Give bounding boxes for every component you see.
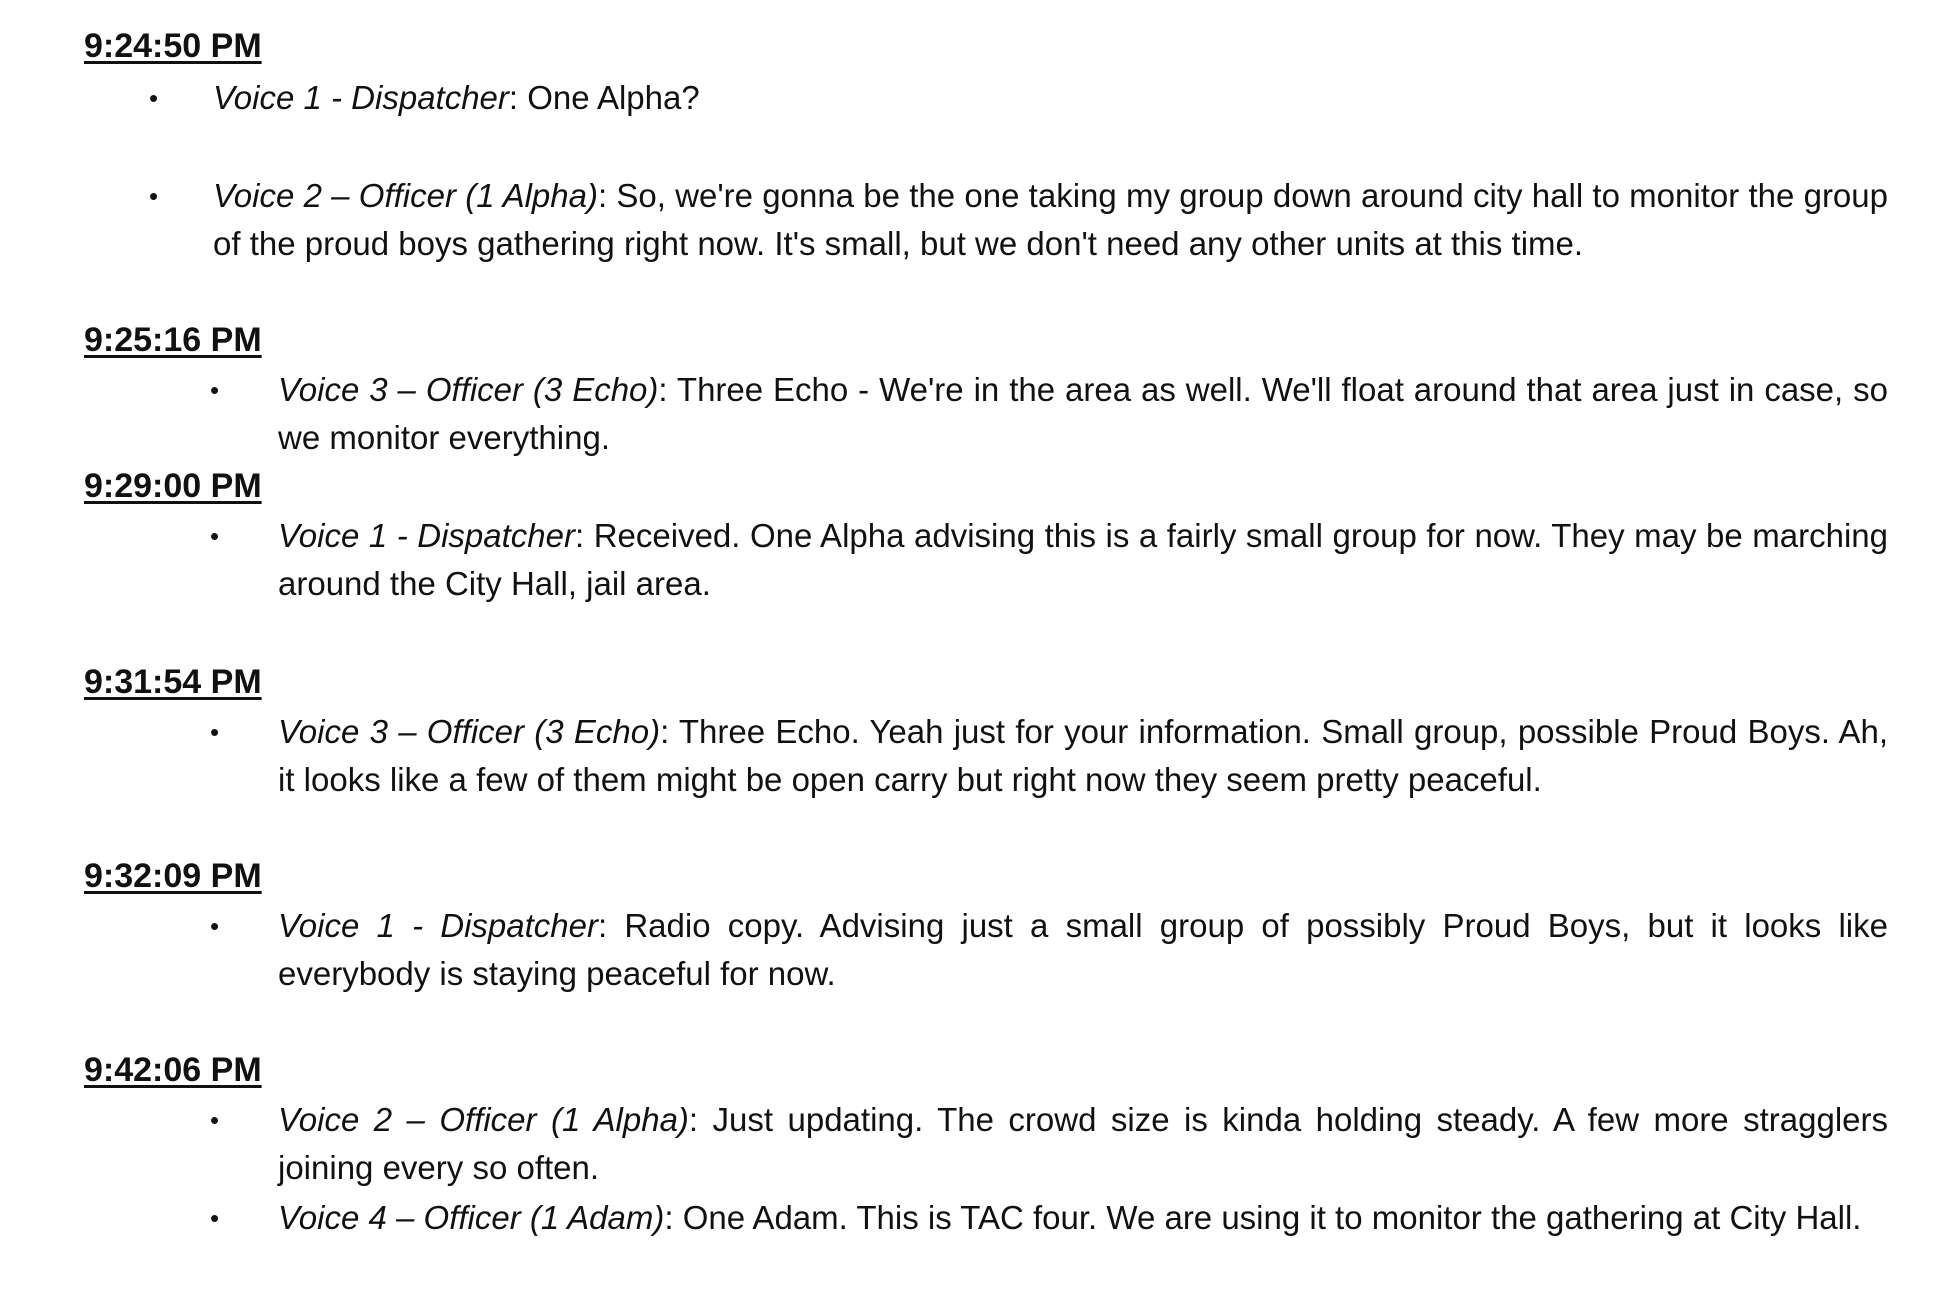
bullet-icon: • [210, 521, 220, 551]
speaker-label: Voice 1 - Dispatcher [213, 79, 509, 116]
timestamp: 9:32:09 PM [84, 857, 262, 895]
utterance-text: : Received. One Alpha advising this is a fairly small group for now. They may be marching around the City Hall, jail area. [278, 517, 1888, 602]
timestamp: 9:42:06 PM [84, 1051, 262, 1089]
transcript-utterance [210, 512, 1888, 608]
timestamp: 9:29:00 PM [84, 467, 262, 505]
speaker-label: Voice 4 – Officer (1 Adam) [278, 1199, 665, 1236]
utterance-text: : Radio copy. Advising just a small group of possibly Proud Boys, but it looks like everybody is staying peaceful for now. [278, 907, 1888, 992]
speaker-label: Voice 1 - Dispatcher [278, 517, 575, 554]
transcript-utterance [210, 366, 1888, 462]
utterance-text: : One Adam. This is TAC four. We are using it to monitor the gathering at City Hall. [664, 1199, 1862, 1236]
bullet-icon: • [210, 1105, 220, 1135]
bullet-icon: • [210, 911, 220, 941]
utterance-text: : One Alpha? [508, 79, 700, 116]
timestamp: 9:31:54 PM [84, 663, 262, 701]
bullet-icon: • [210, 1203, 220, 1233]
speaker-label: Voice 2 – Officer (1 Alpha) [278, 1101, 689, 1138]
speaker-label: Voice 2 – Officer (1 Alpha) [213, 177, 598, 214]
utterance-text: : Three Echo - We're in the area as well. We'll float around that area just in case, so we monitor everything. [278, 371, 1888, 456]
transcript-utterance [210, 1194, 1888, 1242]
utterance-text: : Three Echo. Yeah just for your information. Small group, possible Proud Boys. Ah, it looks like a few of them might be open carry but right now they seem pretty peaceful. [278, 713, 1888, 798]
speaker-label: Voice 3 – Officer (3 Echo) [278, 713, 661, 750]
timestamp: 9:24:50 PM [84, 27, 262, 65]
speaker-label: Voice 3 – Officer (3 Echo) [278, 371, 659, 408]
transcript-utterance [149, 74, 1888, 122]
utterance-text: : So, we're gonna be the one taking my group down around city hall to monitor the group of the proud boys gathering right now. It's small, but we don't need any other units at this time. [213, 177, 1888, 262]
speaker-label: Voice 1 - Dispatcher [278, 907, 598, 944]
utterance-text: : Just updating. The crowd size is kinda holding steady. A few more stragglers joining every so often. [278, 1101, 1888, 1186]
transcript-utterance [149, 172, 1888, 268]
transcript-utterance [210, 708, 1888, 804]
timestamp: 9:25:16 PM [84, 321, 262, 359]
bullet-icon: • [149, 181, 159, 211]
bullet-icon: • [210, 375, 220, 405]
transcript-utterance [210, 902, 1888, 998]
transcript-utterance [210, 1096, 1888, 1192]
bullet-icon: • [210, 717, 220, 747]
bullet-icon: • [149, 83, 159, 113]
